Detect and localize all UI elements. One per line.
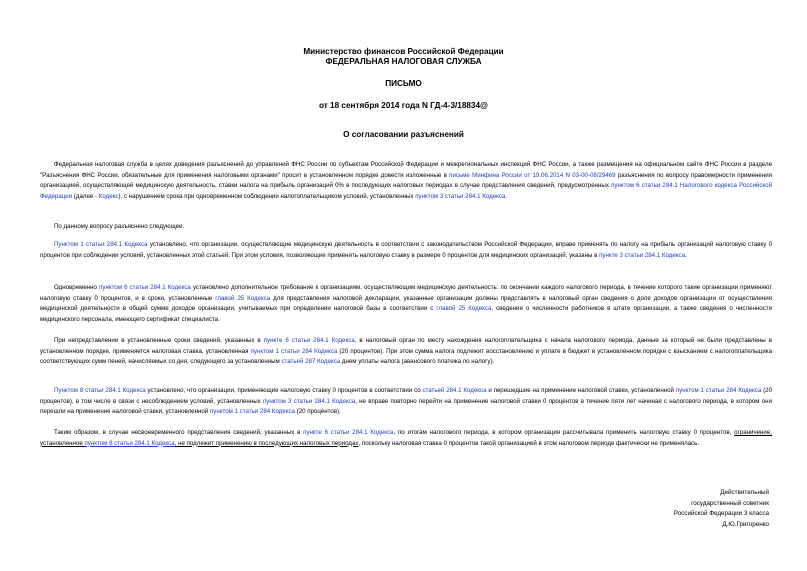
signature-title-line-1: Действительный	[720, 489, 769, 496]
paragraph-5	[40, 336, 772, 368]
text-run: .	[505, 193, 508, 201]
underlined-text: , не подлежит применению в последующих налоговых периодах	[174, 439, 359, 447]
link-284-p1[interactable]: пунктом 1 статьи 284 Кодекса	[209, 408, 295, 416]
paragraph-6	[40, 386, 772, 418]
document-date-number: от 18 сентября 2014 года N ГД-4-3/18834@	[318, 101, 489, 110]
signature-title-line-3: Российской Федерации 3 класса	[673, 510, 769, 518]
text-run: , не вправе повторно перейти на применение налоговой ставки 0 процентов в течение пяти лет начиная с налогового периода, в котором они перешли на применение налоговой ставки, установленной	[40, 397, 773, 416]
link-article-284-1[interactable]: статьей 284.1 Кодекса	[422, 387, 487, 394]
text-run: , поскольку налоговая ставка 0 процентов такой организацией в этом налоговом периоде фактически не применялась.	[358, 439, 700, 447]
link-284-p1[interactable]: пунктом 1 статьи 284 Кодекса	[250, 347, 338, 355]
paragraph-4	[40, 283, 772, 326]
paragraph-7	[40, 428, 772, 449]
paragraph-3	[40, 240, 772, 261]
link-284-1-p3[interactable]: пунктом 3 статьи 284.1 Кодекса	[415, 193, 506, 201]
text-run: По данному вопросу разъяснено следующее.	[54, 223, 185, 230]
link-284-1-p3[interactable]: пунктом 3 статьи 284.1 Кодекса	[262, 397, 356, 405]
text-run: Федеральная налоговая служба в целях доведения разъяснений до управлений ФНС России по субъектам Российской Федерации и межрегиональных инспекций ФНС России, а также размещения на официальном сайте ФНС России в разделе "Разъяснения ФНС России, обязательные для применения налоговыми органами" просит в установленном порядке довести изложенные в	[40, 161, 772, 179]
text-run: (далее -	[72, 193, 99, 201]
text-run: днем уплаты налога (авансового платежа по налогу).	[340, 358, 495, 366]
underlined-text: ограничение, установленное	[40, 429, 772, 447]
text-run: (20 процентов). При этом сумма налога подлежит восстановлению и уплате в бюджет в установленном порядке с взысканием с налогоплательщика соответствующих сумм пеней, начисляемых со дня, следующего за установленным	[40, 347, 772, 366]
text-run: .	[685, 251, 687, 259]
service-title: ФЕДЕРАЛЬНАЯ НАЛОГОВАЯ СЛУЖБА	[325, 57, 482, 66]
text-run: При непредставлении в установленные сроки сведений, указанных в	[54, 337, 264, 344]
link-chapter-25[interactable]: главой 25 Кодекса	[215, 294, 271, 302]
link-284-1-p8[interactable]: пунктом 8 статьи 284.1 Кодекса	[84, 439, 175, 447]
text-run: (20 процентов), в том числе в связи с несоблюдением условий, установленных	[40, 387, 772, 405]
link-284-1-p6[interactable]: пунктом 6 статьи 284.1 Кодекса	[99, 284, 191, 291]
text-run: установлено, что организации, осуществляющие медицинскую деятельность в соответствии с законодательством Российской Федерации, вправе применять по налогу на прибыль организаций налоговую ставку 0 процентов при соблюдении условий, установленных этой статьей. При этом условия, позволяющие применять налоговую ставку в размере 0 процентов для медицинских организаций, указаны в	[40, 241, 773, 259]
paragraph-1	[40, 160, 772, 203]
link-284-1-p8[interactable]: Пунктом 8 статьи 284.1 Кодекса	[54, 387, 146, 394]
text-run: разъяснения по вопросу правомерности применения организацией, осуществляющей медицинскую деятельность, ставки налога на прибыль организаций 0% в последующих налоговых периодах в случае представления сведений, предусмотренных	[40, 171, 772, 190]
link-code[interactable]: Кодекс	[98, 193, 119, 201]
paragraph-2	[40, 222, 772, 233]
link-chapter-25[interactable]: главой 25 Кодекса	[436, 305, 492, 313]
text-run: ), с нарушением срока при одновременном соблюдении налогоплательщиком условий, установленных	[118, 193, 416, 201]
link-tax-code-284-1-p6[interactable]: пунктом 6 статьи 284.1 Налогового кодекса Российской Федерации	[40, 182, 772, 201]
link-article-287[interactable]: статьей 287 Кодекса	[281, 358, 341, 366]
text-run: Таким образом, в случае несвоевременного представления сведений, указанных в	[54, 429, 304, 436]
link-284-p1[interactable]: пунктом 1 статьи 284 Кодекса	[675, 387, 762, 394]
ministry-title: Министерство финансов Российской Федерации	[303, 47, 504, 56]
text-run: установлено, что организации, применяющие налоговую ставку 0 процентов в соответствии со	[145, 387, 423, 394]
link-284-1-p1[interactable]: Пунктом 1 статьи 284.1 Кодекса	[54, 241, 148, 248]
text-run: , сведения о численности работников в штате организации, а также сведения о численности медицинского персонала, имеющего сертификат специалиста.	[40, 305, 772, 324]
text-run: и перешедшие на применение налоговой ставки, установленной	[486, 387, 676, 394]
text-run: , по итогам налогового периода, в котором организация рассчитывала применить налоговую ставку 0 процентов,	[393, 429, 735, 436]
text-run: , в налоговый орган по месту нахождения налогоплательщика с начала налогового периода, данные за который не были представлены в установленном порядке, применяется налоговая ставка, установленная	[40, 337, 772, 355]
link-284-1-p6[interactable]: пункте 6 статьи 284.1 Кодекса	[263, 337, 355, 344]
link-284-1-p6[interactable]: пункте 6 статьи 284.1 Кодекса	[303, 429, 394, 436]
text-run: установлено дополнительное требование к организациям, осуществляющим медицинскую деятельность: по окончании каждого налогового периода, в течение которого такие организации применяют налоговую ставку 0 процентов, и в сроки, установленные	[40, 284, 772, 302]
document-type: ПИСЬМО	[385, 79, 422, 88]
link-284-1-p3[interactable]: пункте 3 статьи 284.1 Кодекса	[599, 251, 686, 259]
signature-title-line-2: государственный советник	[691, 499, 769, 507]
document-subject: О согласовании разъяснений	[343, 130, 464, 139]
text-run: Одновременно	[54, 284, 100, 291]
text-run: (20 процентов).	[294, 408, 341, 416]
link-minfin-letter[interactable]: письме Минфина России от 19.06.2014 N 03-00-08/29469	[449, 171, 616, 179]
text-run: для представления налоговой декларации, указанные организации должны представлять в налоговый орган сведения о доле доходов организации от осуществления медицинской деятельности в общей сумме доходов организации, учитываемых при определении налоговой базы в соответствии с	[40, 294, 772, 313]
signature-block	[674, 488, 769, 530]
signatory-name: Д.Ю.Григоренко	[722, 520, 769, 528]
